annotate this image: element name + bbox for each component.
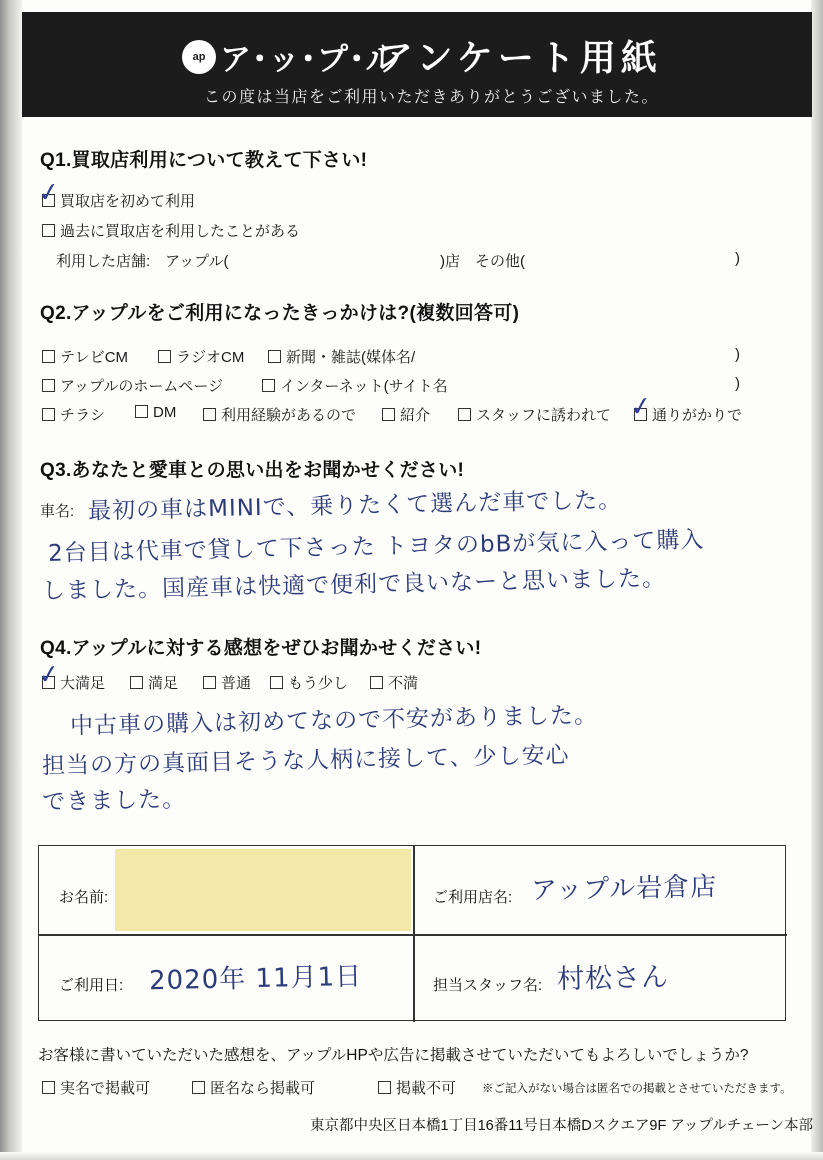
checkbox-icon[interactable] <box>42 676 55 689</box>
checkbox-icon[interactable] <box>268 350 281 363</box>
q2-option-radio[interactable] <box>158 346 244 367</box>
checkbox-icon[interactable] <box>42 224 55 237</box>
checkbox-icon[interactable] <box>370 676 383 689</box>
q3-answer-line-2: しました。国産車は快適で便利で良いなーと思いました。 <box>41 565 667 605</box>
q2-option-staff[interactable] <box>458 404 611 425</box>
customer-info-table <box>38 845 786 1021</box>
q4-option-satisfied-label: 満足 <box>148 675 179 692</box>
q2-option-internet-label: インターネット(サイト名 <box>280 378 448 395</box>
table-horizontal-divider <box>39 934 787 936</box>
q4-option-normal[interactable] <box>203 672 251 693</box>
q4-option-normal-label: 普通 <box>221 675 252 692</box>
q2-option-homepage-label: アップルのホームページ <box>60 378 224 395</box>
q2-option-radio-label: ラジオCM <box>176 349 245 366</box>
footer-option-no-publish[interactable] <box>378 1077 456 1098</box>
handwritten-check-q4: ✓ <box>36 658 62 692</box>
apple-logo-icon: ap <box>182 40 216 74</box>
footer-option-no-publish-label: 掲載不可 <box>396 1080 457 1097</box>
q2-option-passing[interactable] <box>634 404 742 425</box>
staff-value[interactable]: 村松さん <box>556 961 670 996</box>
q2-option-paper-label: 新聞・雑誌(媒体名/ <box>286 349 416 366</box>
q1-option-1-label: 過去に買取店を利用したことがある <box>60 223 301 240</box>
q3-title: Q3.あなたと愛車との思い出をお聞かせください! <box>40 460 465 481</box>
page-title: アンケート用紙 <box>377 37 662 78</box>
q2-option-experience-label: 利用経験があるので <box>221 407 357 424</box>
checkbox-icon[interactable] <box>192 1081 205 1094</box>
q2-option-referral[interactable] <box>382 404 430 425</box>
q4-option-satisfied[interactable] <box>130 672 178 693</box>
q4-answer-line-2: できました。 <box>41 786 187 816</box>
checkbox-icon[interactable] <box>378 1081 391 1094</box>
checkbox-icon[interactable] <box>158 350 171 363</box>
q2-row2-end: ) <box>735 375 740 392</box>
handwritten-check-q2: ✓ <box>628 390 654 424</box>
q3-answer-line-1: 2台目は代車で貸して下さった トヨタのbBが気に入って購入 <box>47 527 705 567</box>
q3-answer-line-0: 最初の車はMINIで、乗りたくて選んだ車でした。 <box>87 487 623 525</box>
name-redaction-block <box>115 849 411 931</box>
scan-edge-right <box>811 0 823 1160</box>
brand-logo-text: ア･ッ･プ･ル <box>220 42 398 77</box>
q4-answer-line-1: 担当の方の真面目そうな人柄に接して、少し安心 <box>41 742 570 780</box>
q2-option-dm-label: DM <box>153 404 177 421</box>
q4-option-dissatisfied-label: 不満 <box>388 675 419 692</box>
q3-car-label: 車名: <box>40 503 75 520</box>
checkbox-icon[interactable] <box>42 350 55 363</box>
footer-option-anonymous-label: 匿名なら掲載可 <box>210 1080 316 1097</box>
q2-title: Q2.アップルをご利用になったきっかけは?(複数回答可) <box>40 303 520 324</box>
q2-option-paper[interactable] <box>268 346 415 367</box>
scan-edge-left <box>0 0 22 1160</box>
q2-option-flyer-label: チラシ <box>60 407 106 424</box>
q1-option-1[interactable] <box>42 220 300 241</box>
q1-store-label-3: ) <box>735 250 740 267</box>
q2-option-tv-label: テレビCM <box>60 349 129 366</box>
checkbox-icon[interactable] <box>262 379 275 392</box>
checkbox-icon[interactable] <box>135 405 148 418</box>
checkbox-icon[interactable] <box>203 676 216 689</box>
q1-option-0-label: 買取店を初めて利用 <box>60 193 196 210</box>
q2-row1-end: ) <box>735 346 740 363</box>
q2-option-tv[interactable] <box>42 346 128 367</box>
name-label: お名前: <box>59 889 109 906</box>
footer-option-real-name-label: 実名で掲載可 <box>60 1080 151 1097</box>
q2-option-referral-label: 紹介 <box>400 407 431 424</box>
store-label: ご利用店名: <box>433 889 513 906</box>
checkbox-icon[interactable] <box>42 408 55 421</box>
brand-logo <box>182 34 398 79</box>
q4-answer-line-0: 中古車の購入は初めてなので不安がありました。 <box>69 702 599 740</box>
checkbox-icon[interactable] <box>203 408 216 421</box>
q2-option-experience[interactable] <box>203 404 356 425</box>
checkbox-icon[interactable] <box>42 194 55 207</box>
q4-option-very-satisfied[interactable] <box>42 672 105 693</box>
q4-option-very-satisfied-label: 大満足 <box>60 675 106 692</box>
checkbox-icon[interactable] <box>634 408 647 421</box>
q1-title: Q1.買取店利用について教えて下さい! <box>40 150 368 171</box>
header-banner <box>22 12 812 117</box>
q4-option-a-little-more-label: もう少し <box>288 675 349 692</box>
q2-option-passing-label: 通りがかりで <box>652 407 743 424</box>
handwritten-check-q1: ✓ <box>36 176 62 210</box>
scan-edge-bottom <box>0 1152 823 1160</box>
footer-option-real-name[interactable] <box>42 1077 150 1098</box>
staff-label: 担当スタッフ名: <box>433 977 543 994</box>
q2-option-internet[interactable] <box>262 375 448 396</box>
q4-title: Q4.アップルに対する感想をぜひお聞かせください! <box>40 638 482 659</box>
store-value[interactable]: アップル岩倉店 <box>530 872 718 906</box>
q4-option-a-little-more[interactable] <box>270 672 348 693</box>
footer-note: ※ご記入がない場合は匿名での掲載とさせていただきます。 <box>482 1083 792 1095</box>
checkbox-icon[interactable] <box>458 408 471 421</box>
q2-option-dm[interactable] <box>135 404 176 421</box>
checkbox-icon[interactable] <box>130 676 143 689</box>
date-label: ご利用日: <box>59 977 124 994</box>
checkbox-icon[interactable] <box>382 408 395 421</box>
q2-option-staff-label: スタッフに誘われて <box>476 407 612 424</box>
publication-question: お客様に書いていただいた感想を、アップルHPや広告に掲載させていただいてもよろしいでしょうか? <box>38 1047 749 1064</box>
checkbox-icon[interactable] <box>270 676 283 689</box>
q4-option-dissatisfied[interactable] <box>370 672 418 693</box>
q2-option-homepage[interactable] <box>42 375 223 396</box>
checkbox-icon[interactable] <box>42 379 55 392</box>
q1-store-label: 利用した店舗: アップル( <box>56 253 229 270</box>
date-value[interactable]: 2020年 11月1日 <box>148 961 363 997</box>
checkbox-icon[interactable] <box>42 1081 55 1094</box>
header-subtitle: この度は当店をご利用いただきありがとうございました。 <box>204 89 660 106</box>
company-address: 東京都中央区日本橋1丁目16番11号日本橋Dスクエア9F アップルチェーン本部 <box>310 1118 814 1134</box>
q1-store-label-2: )店 その他( <box>440 253 525 270</box>
q2-option-flyer[interactable] <box>42 404 105 425</box>
footer-option-anonymous[interactable] <box>192 1077 315 1098</box>
q1-option-0[interactable] <box>42 190 195 211</box>
